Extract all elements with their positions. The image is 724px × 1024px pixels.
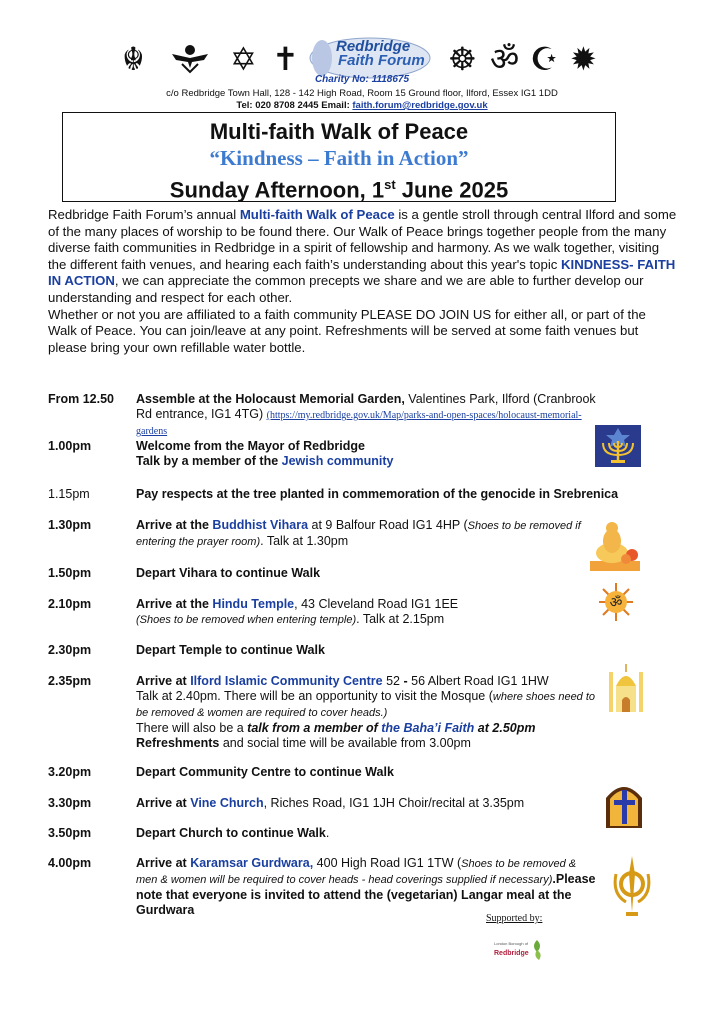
schedule-desc: Arrive at the Hindu Temple, 43 Cleveland Road IG1 1EE (Shoes to be removed when entering temple). Talk at 2.15pm	[136, 597, 459, 626]
dharma-wheel-icon: ☸	[448, 40, 477, 78]
khanda-picture	[612, 854, 652, 924]
khanda-icon: ☬	[122, 40, 145, 78]
crescent-star-icon: ☪	[530, 40, 559, 78]
schedule-time: 1.30pm	[48, 518, 92, 532]
schedule-desc: Arrive at Vine Church, Riches Road, IG1 1JH Choir/recital at 3.35pm	[136, 796, 525, 810]
schedule-desc: Assemble at the Holocaust Memorial Garden, Valentines Park, Ilford (Cranbrook Rd entrance, IG1 4TG) (https://my.redbridge.gov.uk/Map/parks-and-open-spaces/holocaust-memorial-gardens	[136, 392, 596, 437]
bahai-star-icon: ✹	[570, 40, 597, 78]
email-link[interactable]: faith.forum@redbridge.gov.uk	[352, 100, 488, 111]
schedule-time: 3.50pm	[48, 826, 92, 840]
schedule-time: 3.20pm	[48, 765, 92, 779]
schedule-time: 2.30pm	[48, 643, 92, 657]
event-date: Sunday Afternoon, 1st June 2025	[169, 177, 509, 203]
schedule-time: 1.00pm	[48, 439, 92, 453]
logo-line2: Faith Forum	[338, 52, 425, 69]
page-title: Multi-faith Walk of Peace	[209, 119, 469, 144]
schedule-desc: Arrive at Karamsar Gurdwara, 400 High Road IG1 1TW (Shoes to be removed & men & women will be required to cover heads - head coverings supplied if necessary).Please note that everyone is invited to attend the (vegetarian) Langar meal at the Gurdwara	[136, 856, 596, 917]
address: c/o Redbridge Town Hall, 128 - 142 High Road, Room 15 Ground floor, Ilford, Essex IG1 1DD	[166, 88, 558, 99]
logo-line1: Redbridge	[336, 38, 411, 55]
schedule-time: From 12.50	[48, 392, 115, 406]
schedule-time: 1.50pm	[48, 566, 92, 580]
title-box	[62, 112, 616, 202]
schedule-desc: Depart Church to continue Walk.	[136, 826, 330, 840]
schedule-desc: Depart Temple to continue Walk	[136, 643, 325, 657]
schedule-desc: Depart Community Centre to continue Walk	[136, 765, 394, 779]
schedule-time: 3.30pm	[48, 796, 92, 810]
charity-number: Charity No: 1118675	[314, 74, 410, 85]
theme-subtitle: “Kindness – Faith in Action”	[209, 146, 469, 170]
schedule-desc: Pay respects at the tree planted in commemoration of the genocide in Srebrenica	[136, 487, 619, 501]
church-window-picture	[604, 780, 644, 830]
menorah-picture	[595, 425, 641, 467]
star-of-david-icon: ✡	[230, 40, 257, 78]
schedule-desc: Arrive at Ilford Islamic Community Centre 52 - 56 Albert Road IG1 1HW Talk at 2.40pm. There will be an opportunity to visit the Mosque (where shoes need to be removed & women are required to cover heads.) There will also be a talk from a member of the Baha’i Faith at 2.50pm Refreshments and social time will be available from 3.00pm	[136, 674, 596, 750]
intro-paragraph-2: Whether or not you are affiliated to a faith community PLEASE DO JOIN US for either all, or part of the Walk of Peace. You can join/leave at any point. Refreshments will be served at some faith venues but please bring your own refillable water bottle.	[48, 306, 646, 355]
intro-paragraph-1: Redbridge Faith Forum’s annual Multi-faith Walk of Peace is a gentle stroll through central Ilford and some of the many places of worship to be found there. Our Walk of Peace brings together people from the many diverse faith communities in Redbridge in a spirit of fellowship and harmony. As we walk together, visiting the different faith venues, and hearing each faith’s understanding about this year's topic KINDNESS- FAITH IN ACTION, we can appreciate the common precepts we share and we are able to further develop our understanding and respect for each other.	[48, 207, 677, 305]
supported-by-label: Supported by:	[486, 913, 543, 924]
om-icon: ॐ	[490, 40, 520, 78]
buddha-picture	[590, 517, 640, 575]
intro-text	[48, 207, 678, 356]
svg-text:ॐ: ॐ	[609, 595, 623, 611]
cross-icon: ✝	[272, 40, 299, 78]
om-sun-picture	[598, 582, 634, 622]
schedule-desc: Welcome from the Mayor of Redbridge Talk by a member of the Jewish community	[136, 439, 394, 468]
contact-line	[0, 100, 724, 111]
schedule-time: 2.35pm	[48, 674, 92, 688]
schedule-time: 4.00pm	[48, 856, 92, 870]
schedule-time: 1.15pm	[48, 487, 90, 501]
tel-label: Tel: 020 8708 2445 Email:	[236, 100, 353, 111]
leaf-icon	[530, 938, 544, 962]
redbridge-council-logo: London Borough of Redbridge	[494, 938, 544, 968]
holocaust-garden-link[interactable]: (https://my.redbridge.gov.uk/Map/parks-and-open-spaces/holocaust-memorial-gardens	[136, 410, 582, 437]
mosque-picture	[606, 660, 646, 714]
schedule-desc: Arrive at the Buddhist Vihara at 9 Balfour Road IG1 4HP (Shoes to be removed if entering the prayer room). Talk at 1.30pm	[136, 518, 581, 548]
schedule-desc: Depart Vihara to continue Walk	[136, 566, 321, 580]
schedule-time: 2.10pm	[48, 597, 92, 611]
